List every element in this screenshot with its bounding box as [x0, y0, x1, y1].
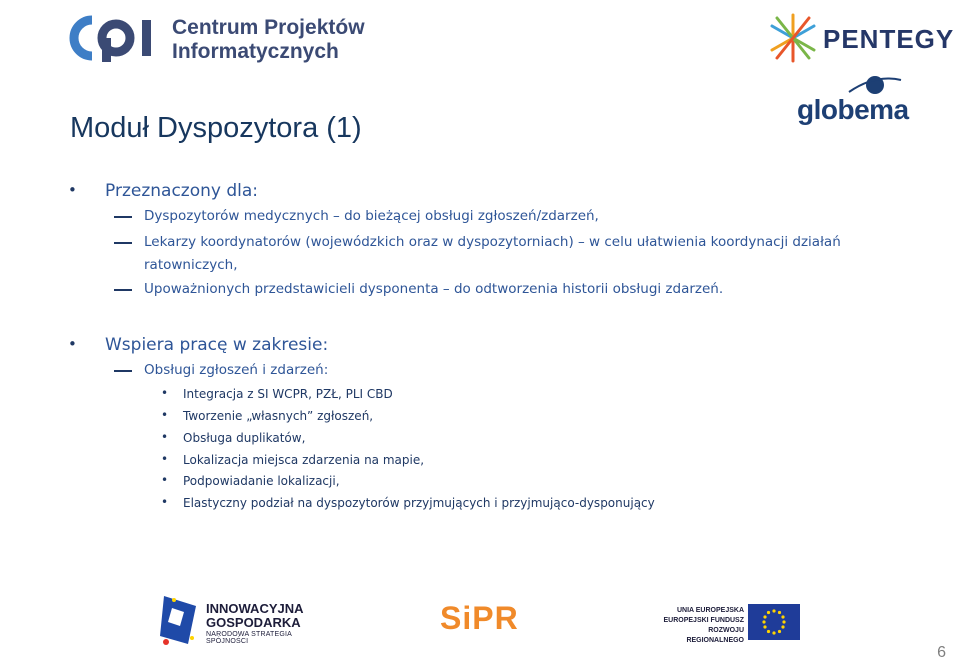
page-number: 6	[937, 644, 946, 661]
bullet-icon: •	[161, 452, 169, 466]
sipr-logo: SiPR	[440, 600, 519, 636]
section-heading-supports	[68, 335, 329, 355]
ig-line1: INNOWACYJNA	[206, 601, 304, 616]
sub-list-item-text: Obsługa duplikatów,	[183, 431, 306, 445]
list-item-text: Obsługi zgłoszeń i zdarzeń:	[144, 362, 329, 378]
sub-list-item	[161, 408, 374, 423]
bullet-icon: •	[68, 181, 77, 199]
pentegy-logo	[765, 12, 960, 64]
eu-line1: UNIA EUROPEJSKA	[676, 607, 744, 614]
star-cluster-icon	[765, 12, 821, 64]
section-heading-text: Przeznaczony dla:	[105, 181, 259, 201]
list-item-text: Upoważnionych przedstawicieli dysponenta – do odtworzenia historii obsługi zdarzeń.	[144, 281, 724, 297]
cpi-logo-line2: Informatycznych	[172, 40, 339, 63]
sub-list-item-text: Elastyczny podział na dyspozytorów przyjmujących i przyjmująco-dysponujący	[183, 496, 655, 510]
dash-bullet-icon	[114, 370, 132, 372]
list-item-text: Lekarzy koordynatorów (wojewódzkich oraz w dyspozytorniach) – w celu ułatwienia koordynacji działań ratowniczych,	[144, 234, 841, 273]
list-item	[144, 205, 924, 228]
cpi-logo-line1: Centrum Projektów	[172, 16, 365, 39]
sub-list-item-text: Tworzenie „własnych” zgłoszeń,	[183, 409, 374, 423]
bullet-icon: •	[161, 430, 169, 444]
dash-bullet-icon	[114, 289, 132, 291]
eu-line2: EUROPEJSKI FUNDUSZ	[663, 617, 744, 624]
list-item	[144, 231, 904, 277]
sub-list-item	[161, 495, 655, 510]
bullet-icon: •	[161, 386, 169, 400]
ig-subtitle: NARODOWA STRATEGIA SPÓJNOŚCI	[206, 631, 292, 645]
cpi-logo-mark	[68, 12, 166, 64]
globema-logo	[795, 72, 945, 132]
pentegy-logo-text: PENTEGY	[823, 24, 955, 54]
sub-list-item	[161, 452, 425, 467]
sub-list-item	[161, 473, 340, 488]
eu-logo	[656, 604, 802, 644]
sub-list-item	[161, 386, 393, 401]
globema-logo-text: globema	[797, 94, 909, 125]
dash-bullet-icon	[114, 242, 132, 244]
cpi-logo	[68, 10, 388, 70]
sub-list-item	[161, 430, 306, 445]
eu-line3: ROZWOJU REGIONALNEGO	[686, 627, 744, 644]
list-item	[144, 359, 924, 382]
eu-flag-icon	[748, 604, 800, 640]
section-heading-intended-for	[68, 181, 259, 201]
list-item	[144, 278, 924, 301]
list-item-text: Dyspozytorów medycznych – do bieżącej obsługi zgłoszeń/zdarzeń,	[144, 208, 599, 224]
sub-list-item-text: Integracja z SI WCPR, PZŁ, PLI CBD	[183, 387, 393, 401]
bullet-icon: •	[161, 473, 169, 487]
section-heading-text: Wspiera pracę w zakresie:	[105, 335, 329, 355]
sub-list-item-text: Podpowiadanie lokalizacji,	[183, 474, 340, 488]
bullet-icon: •	[161, 495, 169, 509]
bullet-icon: •	[161, 408, 169, 422]
innowacyjna-gospodarka-logo	[158, 590, 333, 650]
bullet-icon: •	[68, 335, 77, 353]
slide-title: Moduł Dyspozytora (1)	[70, 112, 362, 144]
dash-bullet-icon	[114, 216, 132, 218]
ig-star-icon	[158, 592, 200, 648]
ig-line2: GOSPODARKA	[206, 615, 301, 630]
sub-list-item-text: Lokalizacja miejsca zdarzenia na mapie,	[183, 453, 425, 467]
